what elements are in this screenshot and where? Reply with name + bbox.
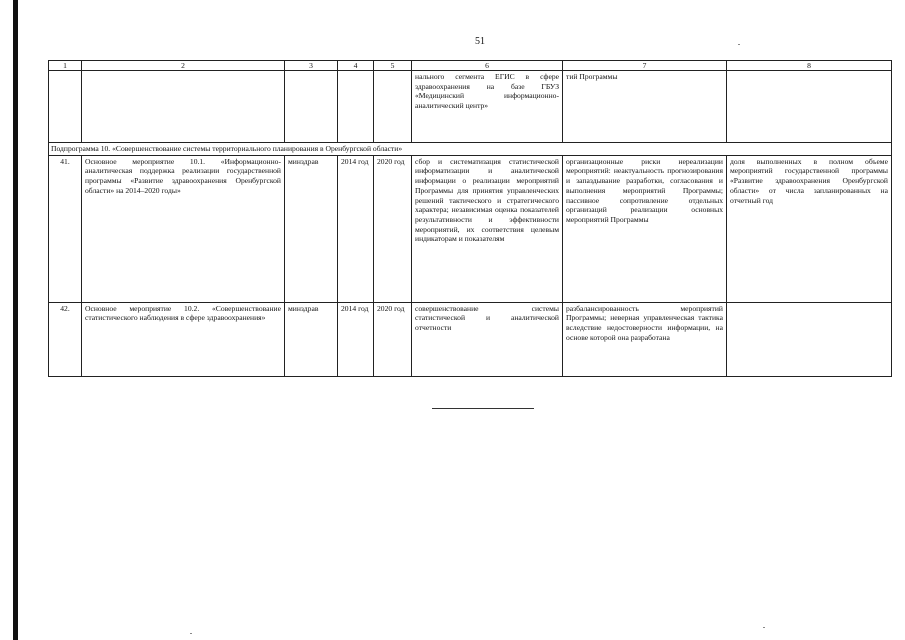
subprogram-title: Подпрограмма 10. «Совершенствование системы территориального планирования в Оренбургской области» bbox=[49, 143, 892, 156]
scan-speck bbox=[190, 633, 192, 634]
row-number: 42. bbox=[49, 302, 82, 376]
header-cell: 2 bbox=[82, 61, 285, 71]
binding-edge bbox=[13, 0, 18, 640]
header-cell: 3 bbox=[285, 61, 338, 71]
table-row bbox=[49, 302, 892, 376]
risks: разбалансированность мероприятий Программы; неверная управленческая тактика вследствие недостоверности информации, на основе которой она разработана bbox=[563, 302, 727, 376]
header-cell: 1 bbox=[49, 61, 82, 71]
executor: минздрав bbox=[285, 302, 338, 376]
end-year: 2020 год bbox=[374, 155, 412, 302]
start-year: 2014 год bbox=[338, 155, 374, 302]
activity-name: Основное мероприятие 10.2. «Совершенствование статистического наблюдения в сфере здравоохранения» bbox=[82, 302, 285, 376]
table-row bbox=[49, 155, 892, 302]
end-year: 2020 год bbox=[374, 302, 412, 376]
activity-name: Основное мероприятие 10.1. «Информационно-аналитическая поддержка реализации государственной программы «Развитие здравоохранения Оренбургской области» на 2014–2020 годы» bbox=[82, 155, 285, 302]
subprogram-row bbox=[49, 143, 892, 156]
start-year: 2014 год bbox=[338, 302, 374, 376]
executor: минздрав bbox=[285, 155, 338, 302]
header-cell: 4 bbox=[338, 61, 374, 71]
program-table bbox=[48, 60, 892, 377]
page-number: 51 bbox=[475, 36, 485, 47]
header-row bbox=[49, 61, 892, 71]
separator-line bbox=[432, 408, 534, 409]
row-number: 41. bbox=[49, 155, 82, 302]
scan-speck bbox=[738, 44, 740, 45]
expected-result: совершенствование системы статистической и аналитической отчетности bbox=[412, 302, 563, 376]
continuation-risks-cell: тий Программы bbox=[563, 71, 727, 143]
indicator: доля выполненных в полном объеме мероприятий государственной программы «Развитие здравоохранения Оренбургской области» от числа запланированных на отчетный год bbox=[727, 155, 892, 302]
header-cell: 6 bbox=[412, 61, 563, 71]
continuation-result-cell: нального сегмента ЕГИС в сфере здравоохранения на базе ГБУЗ «Медицинский информационно-аналитический центр» bbox=[412, 71, 563, 143]
header-cell: 8 bbox=[727, 61, 892, 71]
risks: организационные риски нереализации мероприятий: неактуальность прогнозирования и запаздывание разработки, согласования и выполнения мероприятий Программы; пассивное сопротивление отдельных организаций реализации основных мероприятий Программы bbox=[563, 155, 727, 302]
header-cell: 7 bbox=[563, 61, 727, 71]
continuation-row bbox=[49, 71, 892, 143]
header-cell: 5 bbox=[374, 61, 412, 71]
indicator bbox=[727, 302, 892, 376]
scan-speck bbox=[763, 627, 765, 628]
expected-result: сбор и систематизация статистической информатизации и аналитической информации о реализации мероприятий Программы для принятия управленческих решений тактического и стратегического характера; независимая оценка показателей результативности и эффективности мероприятий, их соответствия целевым индикаторам и показателям bbox=[412, 155, 563, 302]
